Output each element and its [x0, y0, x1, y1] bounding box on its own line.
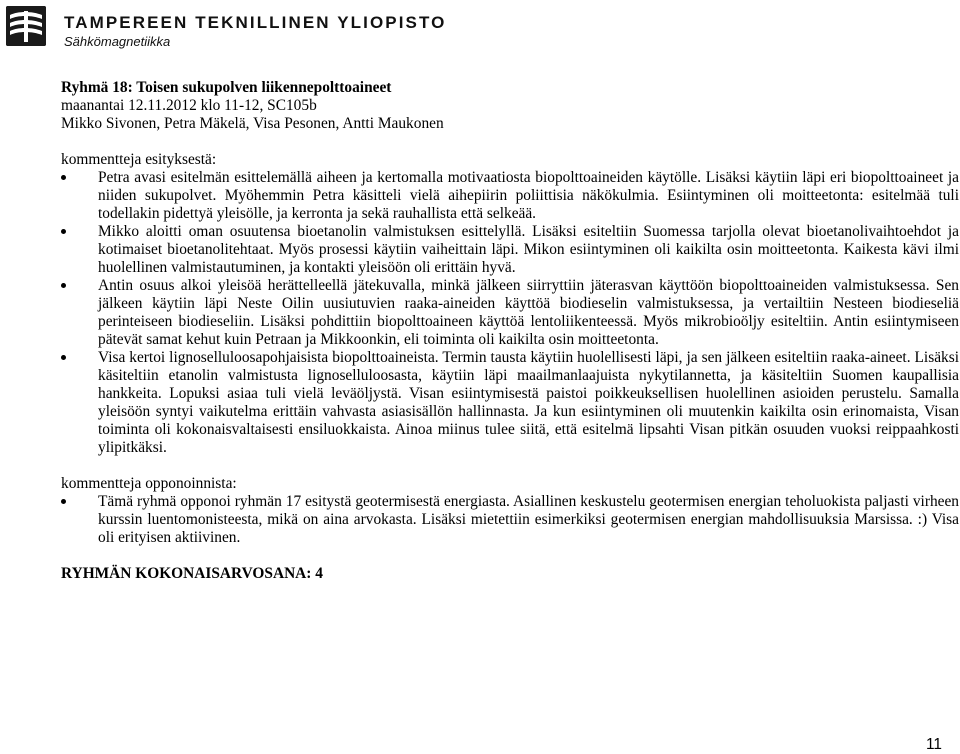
- opposition-comments-label: kommentteja opponoinnista:: [61, 475, 237, 492]
- date-line: maanantai 12.11.2012 klo 11-12, SC105b: [61, 97, 317, 114]
- opposition-comments-list: [61, 493, 959, 547]
- list-item: Tämä ryhmä opponoi ryhmän 17 esitystä geotermisestä energiasta. Asiallinen keskustelu geotermisen energian teholuokista paljasti virheen kurssin luentomonisteesta, mikä on aina arvokasta. Lisäksi mietettiin esimerkiksi geotermisen energian mahdollisuuksia Marsissa. :) Visa oli erityisen aktiivinen.: [61, 493, 959, 547]
- authors-line: Mikko Sivonen, Petra Mäkelä, Visa Pesonen, Antti Maukonen: [61, 115, 444, 132]
- overall-grade: RYHMÄN KOKONAISARVOSANA: 4: [61, 565, 323, 582]
- page-number: 11: [926, 736, 942, 753]
- university-logo-icon: [6, 6, 46, 46]
- list-item: Petra avasi esitelmän esittelemällä aiheen ja kertomalla motivaatiosta biopolttoaineiden käytölle. Lisäksi käytiin läpi eri biopolttoaineet ja niiden sukupolvet. Myöhemmin Petra käsitteli vielä aihepiirin poliittisia näkökulmia. Esiintyminen oli moitteetonta: esitelmää tuli todellakin pidettyä yleisölle, ja kerronta ja sekä rauhallista että selkeää.: [61, 169, 959, 223]
- list-item: Visa kertoi lignoselluloosapohjaisista biopolttoaineista. Termin tausta käytiin huolellisesti läpi, ja sen jälkeen esiteltiin raaka-aineet. Lisäksi käsiteltiin etanolin valmistusta lignoselluloosasta, käytiin läpi maailmanlaajuista nykytilannetta, ja käsiteltiin Suomen kaupallisia hankkeita. Lopuksi asiaa tuli vielä leväöljystä. Visan esiintymisestä paistoi poikkeuksellisen huolellinen asioiden perustelu. Samalla yleisöön syntyi vaikutelma erittäin vahvasta asiasisällön hallinnasta. Ja kun esiintyminen oli muutenkin kaikilta osin erinomaista, Visan toiminta oli kokonaisvaltaisesti ensiluokkaista. Ainoa miinus tulee siitä, että esitelmä lipsahti Visan pitkän osuuden vuoksi reippaahkosti ylipitkäksi.: [61, 349, 959, 457]
- presentation-comments-label: kommentteja esityksestä:: [61, 151, 217, 168]
- document-title: Ryhmä 18: Toisen sukupolven liikennepolttoaineet: [61, 79, 392, 96]
- presentation-comments-list: [61, 169, 959, 457]
- document-body: [61, 79, 959, 583]
- list-item: Mikko aloitti oman osuutensa bioetanolin valmistuksen esittelyllä. Lisäksi esiteltiin Suomessa tarjolla olevat bioetanolivaihtoehdot ja kotimaiset bioetanolitehtaat. Myös prosessi käytiin vaiheittain läpi. Mikon esiintyminen oli kaikilta osin moitteetonta. Kaikesta kävi ilmi huolellinen valmistautuminen, ja kontakti yleisöön oli erittäin hyvä.: [61, 223, 959, 277]
- list-item: Antin osuus alkoi yleisöä herättelleellä jätekuvalla, minkä jälkeen siirryttiin jäterasvan käyttöön biopolttoaineiden valmistuksessa. Sen jälkeen käytiin läpi Neste Oilin uusiutuvien raaka-aineiden käyttöä biodieselin valmistuksessa, ja vertailtiin Nesteen biodieseliä perinteiseen biodieseliin. Lisäksi pohdittiin biopolttoaineen käyttöä lentoliikenteessä. Myös mikrobioöljy esiteltiin. Antin esiintymiseen pätevät samat kehut kuin Petraan ja Mikkoonkin, eli toiminta oli kaikilta osin moitteetonta.: [61, 277, 959, 349]
- university-name: TAMPEREEN TEKNILLINEN YLIOPISTO: [64, 13, 447, 32]
- spacer: [61, 457, 959, 475]
- department-name: Sähkömagnetiikka: [64, 34, 171, 49]
- page-header: [0, 0, 960, 60]
